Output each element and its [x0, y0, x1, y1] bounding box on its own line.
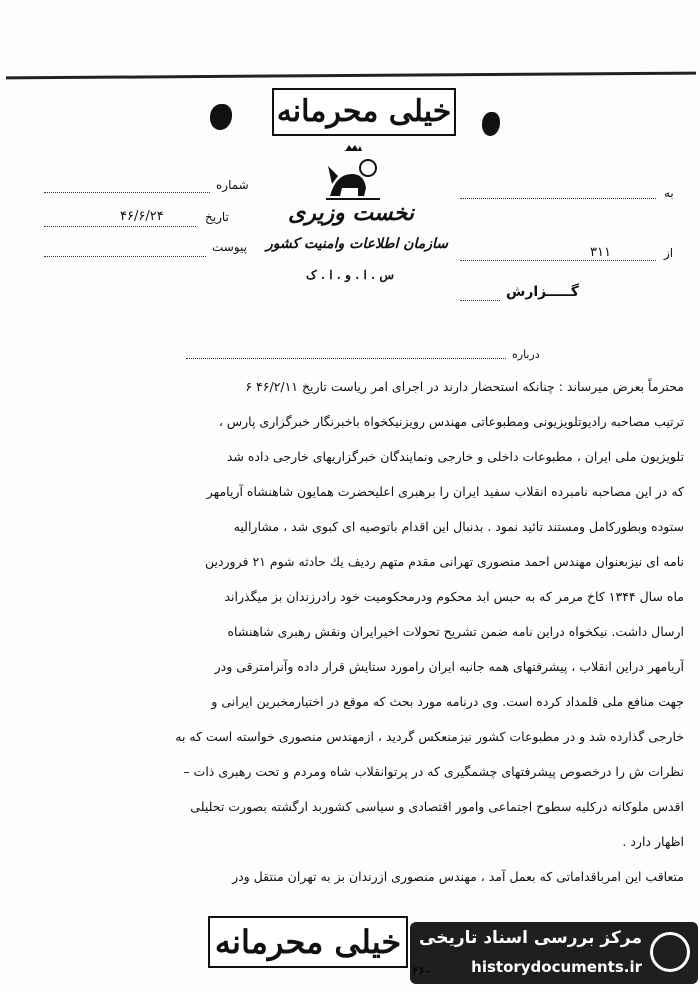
page-code: ۴۶- — [412, 964, 430, 978]
body-line: که در این مصاحبه نامبرده انقلاب سفید ایران را برهبری اعلیحضرت همایون شاهنشاه آریامهر — [206, 484, 684, 499]
body-line: نظرات ش را درخصوص پیشرفتهای چشمگیری که در پرتوانقلاب شاه ومردم و تحت رهبری ذات – — [183, 764, 684, 779]
archive-logo-icon — [650, 932, 690, 972]
from-value: ۳۱۱ — [590, 245, 611, 260]
body-line: خارجی گذارده شد و در مطبوعات کشور نیزمنعکس گردید ، ازمهندس منصوری خواسته است که به — [175, 729, 684, 744]
ink-blot-left — [210, 104, 232, 130]
body-line: ماه سال ۱۳۴۴ کاخ مرمر که به حبس ابد محکوم ودرمحکومیت خود رادرزندان بز میگذراند — [224, 589, 684, 604]
body-line: اظهار دارد . — [622, 834, 684, 849]
body-line: اقدس ملوکانه درکلیه سطوح اجتماعی وامور اقتصادی و سیاسی کشوربد ارگشته بصورت تحلیلی — [190, 799, 684, 814]
to-label: به — [664, 186, 674, 200]
body-line: ارسال داشت. نیکخواه دراین نامه ضمن تشریح تحولات اخیرایران ونقش رهبری شاهنشاه — [227, 624, 684, 639]
report-dots — [460, 300, 500, 301]
date-dots — [44, 226, 196, 227]
classification-stamp-top: خیلی محرمانه — [272, 88, 456, 136]
header-rule — [6, 72, 696, 80]
attachment-label: پیوست — [212, 240, 247, 254]
body-line: متعاقب این امرباقداماتی که بعمل آمد ، مهندس منصوری ازرندان بز به تهران منتقل ودر — [232, 869, 684, 884]
body-line: نامه ای نیزبعنوان مهندس احمد منصوری تهرانی مقدم متهم ردیف یك حادثه شوم ۲۱ فروردین — [204, 554, 684, 569]
body-line: ترتیب مصاحبه رادیوتلویزیونی ومطبوعاتی مهندس رویزنیکخواه باخبرنگار خبرگزاری پارس ، — [218, 414, 684, 429]
attachment-dots — [44, 256, 206, 257]
from-dots — [460, 260, 656, 261]
body-line: ستوده وبطورکامل ومستند تائید نمود . بدنبال این اقدام باتوصیه ای کبوی شد ، مشارالیه — [233, 519, 684, 534]
number-label: شماره — [216, 178, 249, 192]
number-dots — [44, 192, 210, 193]
body-line: جهت منافع ملی قلمداد کرده است. وی درنامه مورد بحث که موقع در اختیارمخبرین ایرانی و — [211, 694, 684, 709]
classification-stamp-bottom: خیلی محرمانه — [208, 916, 408, 968]
date-label: تاریخ — [205, 210, 229, 224]
archive-url: historydocuments.ir — [471, 958, 642, 976]
organization-code: س . ا . و . ا . ک — [306, 268, 394, 282]
archive-watermark — [410, 922, 698, 984]
body-line: محترماً بعرض میرساند : چنانکه استحضار دارند در اجرای امر ریاست تاریخ ۴۶/۲/۱۱ ۶ — [245, 379, 684, 394]
report-label: گـــــزارش — [506, 284, 579, 300]
lion-and-sun-emblem-icon — [318, 144, 388, 204]
subject-dots — [186, 358, 506, 359]
archive-name: مرکز بررسی اسناد تاریخی — [419, 928, 642, 948]
body-line: آریامهر دراین انقلاب ، پیشرفتهای همه جانبه ایران رامورد ستایش قرار داده وآنرامترقی ودر — [214, 659, 684, 674]
to-dots — [460, 198, 656, 199]
organization-title: نخست وزیری — [288, 200, 414, 226]
subject-label: درباره — [512, 348, 540, 361]
organization-subtitle: سازمان اطلاعات وامنیت کشور — [265, 236, 449, 252]
date-value: ۴۶/۶/۲۴ — [120, 209, 164, 224]
from-label: از — [664, 246, 674, 260]
body-line: تلویزیون ملی ایران ، مطبوعات داخلی و خارجی ونمایندگان خبرگزاریهای خارجی داده شد — [226, 449, 684, 464]
ink-blot-right — [482, 112, 500, 136]
